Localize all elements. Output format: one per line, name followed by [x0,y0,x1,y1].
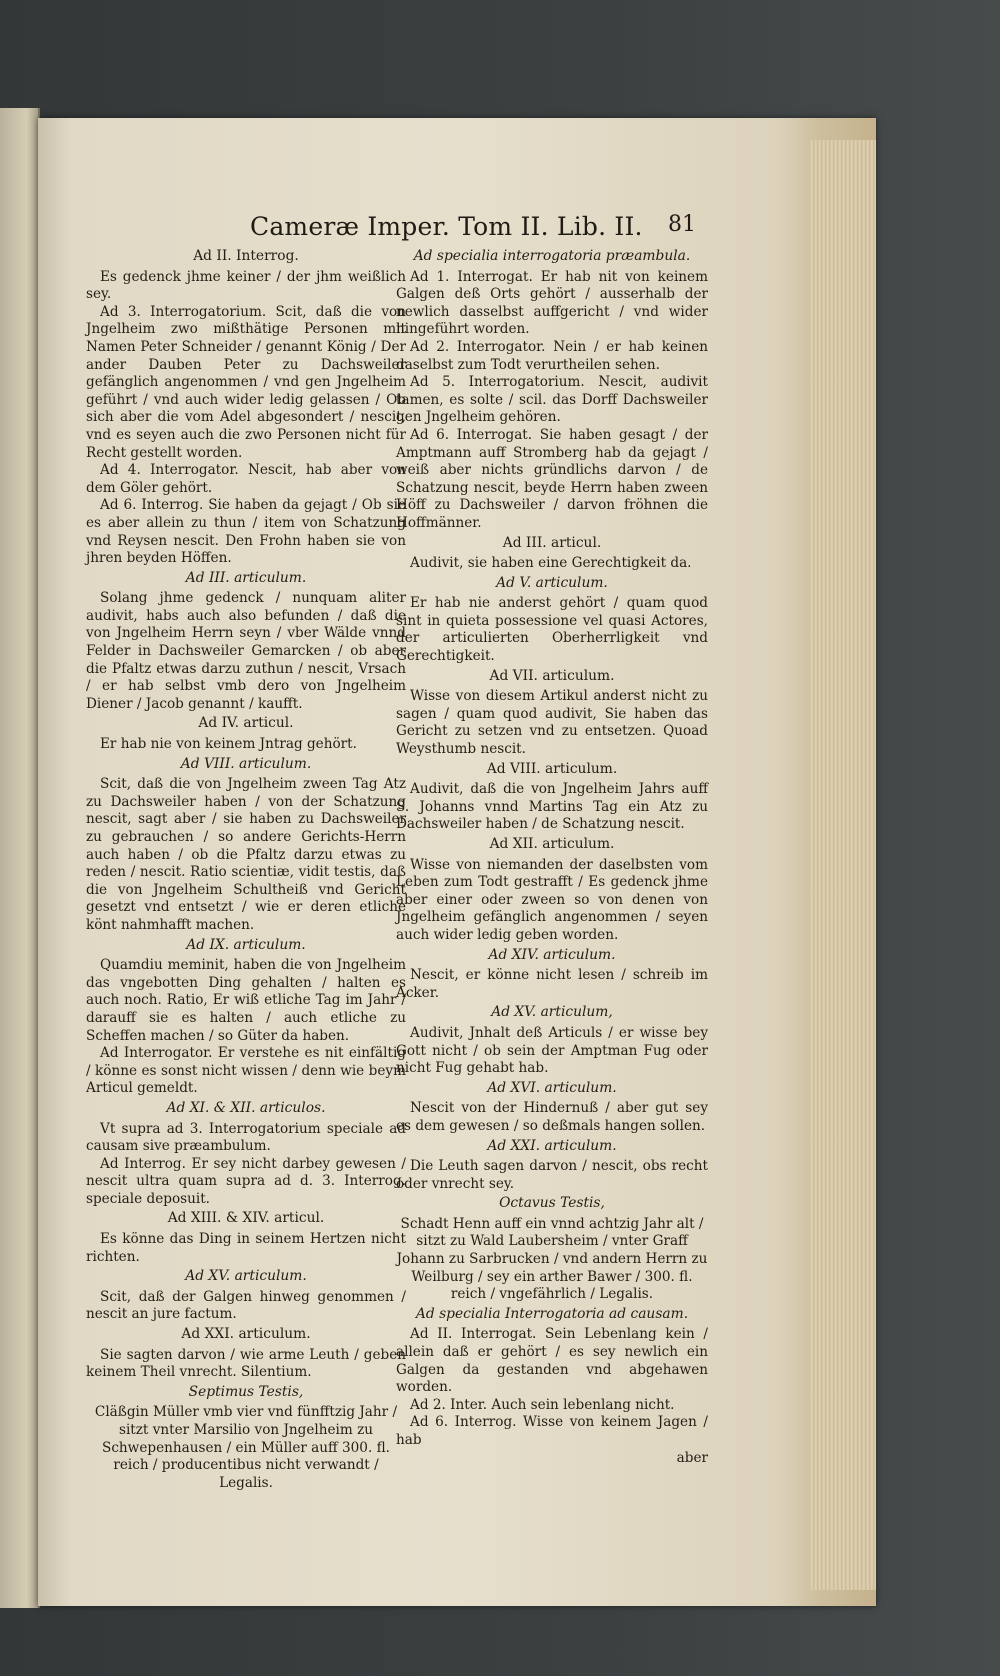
paragraph: Audivit, Jnhalt deß Articuls / er wisse bey Gott nicht / ob sein der Amptman Fug oder nicht Fug gehabt hab. [396,1024,708,1077]
paragraph: Ad II. Interrogat. Sein Lebenlang kein / allein daß er gehört / es sey newlich ein Galgen da gestanden vnd abgehawen worden. [396,1326,708,1396]
page-number: 81 [668,212,696,237]
section-heading: Septimus Testis, [188,1383,304,1400]
page-edges [810,140,876,1590]
paragraph: Ad 5. Interrogatorium. Nescit, audivit tamen, es solte / scil. das Dorff Dachsweiler gen Jngelheim gehören. [396,374,708,426]
section-heading: Ad XV. articulum, [491,1004,613,1021]
paragraph: Wisse von niemanden der daselbsten vom Leben zum Todt gestrafft / Es gedenck jhme aber einer oder zween so von denen von Jngelheim gefänglich angenommen / seyen auch wider ledig geben worden. [396,856,708,943]
paragraph: Ad 2. Inter. Auch sein lebenlang nicht. [410,1396,675,1413]
section-heading: Ad XXI. articulum. [181,1326,311,1343]
section-heading: Ad XIII. & XIV. articul. [167,1210,325,1227]
catchword: aber [676,1449,708,1466]
paragraph: Quamdiu meminit, haben die von Jngelheim das vngebotten Ding gehalten / halten es auch noch. Ratio, Er wiß etliche Tag im Jahr / darauff sie es halten / auch etliche zu Scheffen machen / so Güter da haben. [86,957,406,1044]
section-heading: Ad specialia Interrogatoria ad causam. [415,1305,689,1322]
page-header [250,212,696,248]
paragraph: Ad Interrog. Er sey nicht darbey gewesen / nescit ultra quam supra ad d. 3. Interrog. speciale deposuit. [86,1155,406,1207]
paragraph: Audivit, sie haben eine Gerechtigkeit da. [410,555,692,572]
paragraph: Es gedenck jhme keiner / der jhm weißlich sey. [86,268,406,303]
paragraph: Wisse von diesem Artikul anderst nicht zu sagen / quam quod audivit, Sie haben das Gericht zu setzen vnd zu entsetzen. Quoad Weysthumb nescit. [396,688,708,758]
paragraph: Ad 1. Interrogat. Er hab nit von keinem Galgen deß Orts gehört / ausserhalb der newlich dasselbst auffgericht / vnd wider hingeführt worden. [396,268,708,338]
paragraph: Ad 6. Interrogat. Sie haben gesagt / der Amptmann auff Stromberg hab da gejagt / weiß aber nichts gründlichs darvon / de Schatzung nescit, beyde Herrn haben zween Höff zu Dachsweiler / darvon fröhnen die Hoffmänner. [396,426,708,531]
section-heading: Ad XVI. articulum. [487,1079,617,1096]
paragraph: Solang jhme gedenck / nunquam aliter audivit, habs auch also befunden / daß die von Jngelheim Herrn seyn / vber Wälde vnnd Felder in Dachsweiler Gemarcken / ob aber die Pfaltz etwas darzu zuthun / nescit, Vrsach / er hab selbst vmb dero von Jngelheim Diener / Jacob genannt / kaufft. [86,590,406,712]
paragraph: Ad Interrogator. Er verstehe es nit einfältig / könne es sonst nicht wissen / denn wie beym Articul gemeldt. [86,1045,406,1097]
paragraph: Es könne das Ding in seinem Hertzen nicht richten. [86,1231,406,1265]
paragraph: Er hab nie von keinem Jntrag gehört. [100,736,357,753]
section-heading: Ad II. Interrog. [193,248,299,264]
paragraph: Ad 3. Interrogatorium. Scit, daß die von Jngelheim zwo mißthätige Personen mit Namen Peter Schneider / genannt König / Der ander Dauben Peter zu Dachsweiler gefänglich angenommen / vnd gen Jngelheim geführt / vnd auch wider ledig gelassen / Ob sich aber die vom Adel abgesondert / nescit, vnd es seyen auch die zwo Personen nicht für Recht gestellt worden. [86,303,406,461]
witness-description: Schadt Henn auff ein vnnd achtzig Jahr alt / sitzt zu Wald Laubersheim / vnter Graff Johann zu Sarbrucken / vnd andern Herrn zu Weilburg / sey ein arther Bawer / 300. fl. reich / vngefährlich / Legalis. [396,1215,708,1303]
section-heading: Ad XXI. articulum. [487,1137,617,1154]
section-heading: Ad III. articul. [502,534,602,551]
section-heading: Ad IX. articulum. [186,936,306,953]
witness-description: Cläßgin Müller vmb vier vnd fünfftzig Jahr / sitzt vnter Marsilio von Jngelheim zu Schwepenhausen / ein Müller auff 300. fl. reich / producentibus nicht verwandt / Legalis. [94,1404,398,1491]
paragraph: Ad 6. Interrog. Wisse von keinem Jagen / hab [396,1414,708,1448]
section-heading: Ad XIV. articulum. [488,946,616,963]
paragraph: Die Leuth sagen darvon / nescit, obs recht oder vnrecht sey. [396,1158,708,1192]
right-text-column [396,246,708,1467]
paragraph: Sie sagten darvon / wie arme Leuth / geben keinem Theil vnrecht. Silentium. [86,1346,406,1381]
section-heading: Ad VIII. articulum. [486,760,618,777]
section-heading: Ad IV. articul. [198,715,294,732]
left-text-column [86,246,406,1492]
section-heading: Octavus Testis, [499,1195,605,1212]
paragraph: Nescit, er könne nicht lesen / schreib im Acker. [396,967,708,1001]
paragraph: Er hab nie anderst gehört / quam quod sint in quieta possessione vel quasi Actores, der articulierten Oberherrligkeit vnd Gerechtigkeit. [396,595,708,665]
paragraph: Ad 2. Interrogator. Nein / er hab keinen daselbst zum Todt verurtheilen sehen. [396,338,708,373]
paragraph: Ad 4. Interrogator. Nescit, hab aber von dem Göler gehört. [86,462,406,496]
paragraph: Scit, daß der Galgen hinweg genommen / nescit an jure factum. [86,1288,406,1323]
paragraph: Ad 6. Interrog. Sie haben da gejagt / Ob sie es aber allein zu thun / item von Schatzung vnd Reysen nescit. Den Frohn haben sie von jhren beyden Höffen. [86,497,406,567]
section-heading: Ad V. articulum. [496,574,608,591]
paragraph: Audivit, daß die von Jngelheim Jahrs auff S. Johanns vnnd Martins Tag ein Atz zu Dachsweiler haben / de Schatzung nescit. [396,781,708,833]
section-heading: Ad XII. articulum. [489,836,615,852]
left-page-edge [0,108,40,1608]
section-heading: Ad XV. articulum. [185,1268,307,1285]
paragraph: Vt supra ad 3. Interrogatorium speciale ad causam sive præambulum. [86,1120,406,1155]
running-title: Cameræ Imper. Tom II. Lib. II. [250,212,643,241]
paragraph: Scit, daß die von Jngelheim zween Tag Atz zu Dachsweiler haben / von der Schatzung nescit, sagt aber / sie haben zu Dachsweiler zu gebrauchen / so andere Gerichts-Herrn auch haben / ob die Pfaltz darzu etwas zu reden / nescit. Ratio scientiæ, vidit testis, daß die von Jngelheim Schultheiß vnd Gericht gesetzt vnd entsetzt / wie er deren etliche könt nahmhafft machen. [86,776,406,933]
section-heading: Ad specialia interrogatoria præambula. [413,248,691,264]
section-heading: Ad VII. articulum. [489,667,615,684]
section-heading: Ad III. articulum. [185,569,307,586]
section-heading: Ad VIII. articulum. [180,755,312,772]
section-heading: Ad XI. & XII. articulos. [166,1099,326,1116]
paragraph: Nescit von der Hindernuß / aber gut sey es dem gewesen / so deßmals hangen sollen. [396,1100,708,1134]
